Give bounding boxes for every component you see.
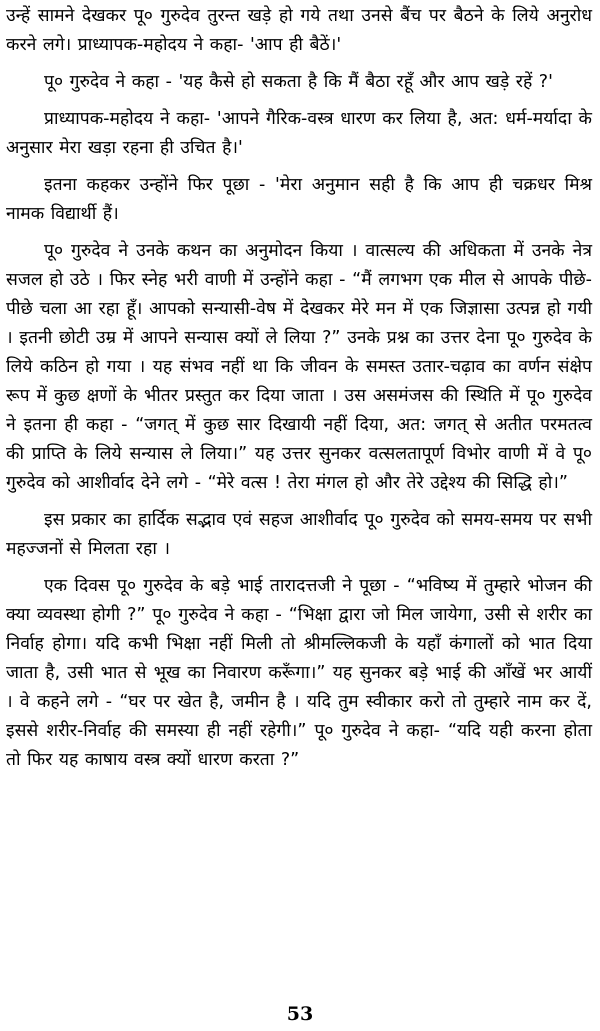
paragraph-1: उन्हें सामने देखकर पू० गुरुदेव तुरन्त खड़े हो गये तथा उनसे बैंच पर बैठने के लिये अनुरोध करने लगे। प्राध्यापक-महोदय ने कहा- 'आप ही बैठें।' (6, 6, 592, 55)
paragraph-2: पू० गुरुदेव ने कहा - 'यह कैसे हो सकता है कि मैं बैठा रहूँ और आप खड़े रहें ?' (44, 72, 553, 92)
paragraph-5: पू० गुरुदेव ने उनके कथन का अनुमोदन किया । वात्सल्य की अधिकता में उनके नेत्र सजल हो उठे । फिर स्नेह भरी वाणी में उन्होंने कहा - “मैं लगभग एक मील से आपके पीछे-पीछे चला आ रहा हूँ। आपको सन्यासी-वेष में देखकर मेरे मन में एक जिज्ञासा उत्पन्न हो गयी । इतनी छोटी उम्र में आपने सन्यास क्यों ले लिया ?” उनके प्रश्न का उत्तर देना पू० गुरुदेव के लिये कठिन हो गया । यह संभव नहीं था कि जीवन के समस्त उतार-चढ़ाव का वर्णन संक्षेप रूप में कुछ क्षणों के भीतर प्रस्तुत कर दिया जाता । उस असमंजस की स्थिति में पू० गुरुदेव ने इतना ही कहा - “जगत् में कुछ सार दिखायी नहीं दिया, अत: जगत् से अतीत परमतत्व की प्राप्ति के लिये सन्यास ले लिया।” यह उत्तर सुनकर वत्सलतापूर्ण विभोर वाणी में वे पू० गुरुदेव को आशीर्वाद देने लगे - “मेरे वत्स ! तेरा मंगल हो और तेरे उद्देश्य की सिद्धि हो।” (6, 241, 592, 493)
paragraph-3: प्राध्यापक-महोदय ने कहा- 'आपने गैरिक-वस्त्र धारण कर लिया है, अत: धर्म-मर्यादा के अनुसार मेरा खड़ा रहना ही उचित है।' (6, 109, 592, 158)
paragraph-4: इतना कहकर उन्होंने फिर पूछा - 'मेरा अनुमान सही है कि आप ही चक्रधर मिश्र नामक विद्यार्थी हैं। (6, 175, 592, 224)
paragraph-7: एक दिवस पू० गुरुदेव के बड़े भाई तारादत्तजी ने पूछा - “भविष्य में तुम्हारे भोजन की क्या व्यवस्था होगी ?” पू० गुरुदेव ने कहा - “भिक्षा द्वारा जो मिल जायेगा, उसी से शरीर का निर्वाह होगा। यदि कभी भिक्षा नहीं मिली तो श्रीमल्लिकजी के यहाँ कंगालों को भात दिया जाता है, उसी भात से भूख का निवारण करूँगा।” यह सुनकर बड़े भाई की आँखें भर आयीं । वे कहने लगे - “घर पर खेत है, जमीन है । यदि तुम स्वीकार करो तो तुम्हारे नाम कर दें, इससे शरीर-निर्वाह की समस्या ही नहीं रहेगी।” पू० गुरुदेव ने कहा- “यदि यही करना होता तो फिर यह काषाय वस्त्र क्यों धारण करता ?” (6, 576, 592, 770)
paragraph-6: इस प्रकार का हार्दिक सद्भाव एवं सहज आशीर्वाद पू० गुरुदेव को समय-समय पर सभी महज्जनों से मिलता रहा । (6, 510, 592, 559)
page-number: 53 (286, 1003, 314, 1025)
